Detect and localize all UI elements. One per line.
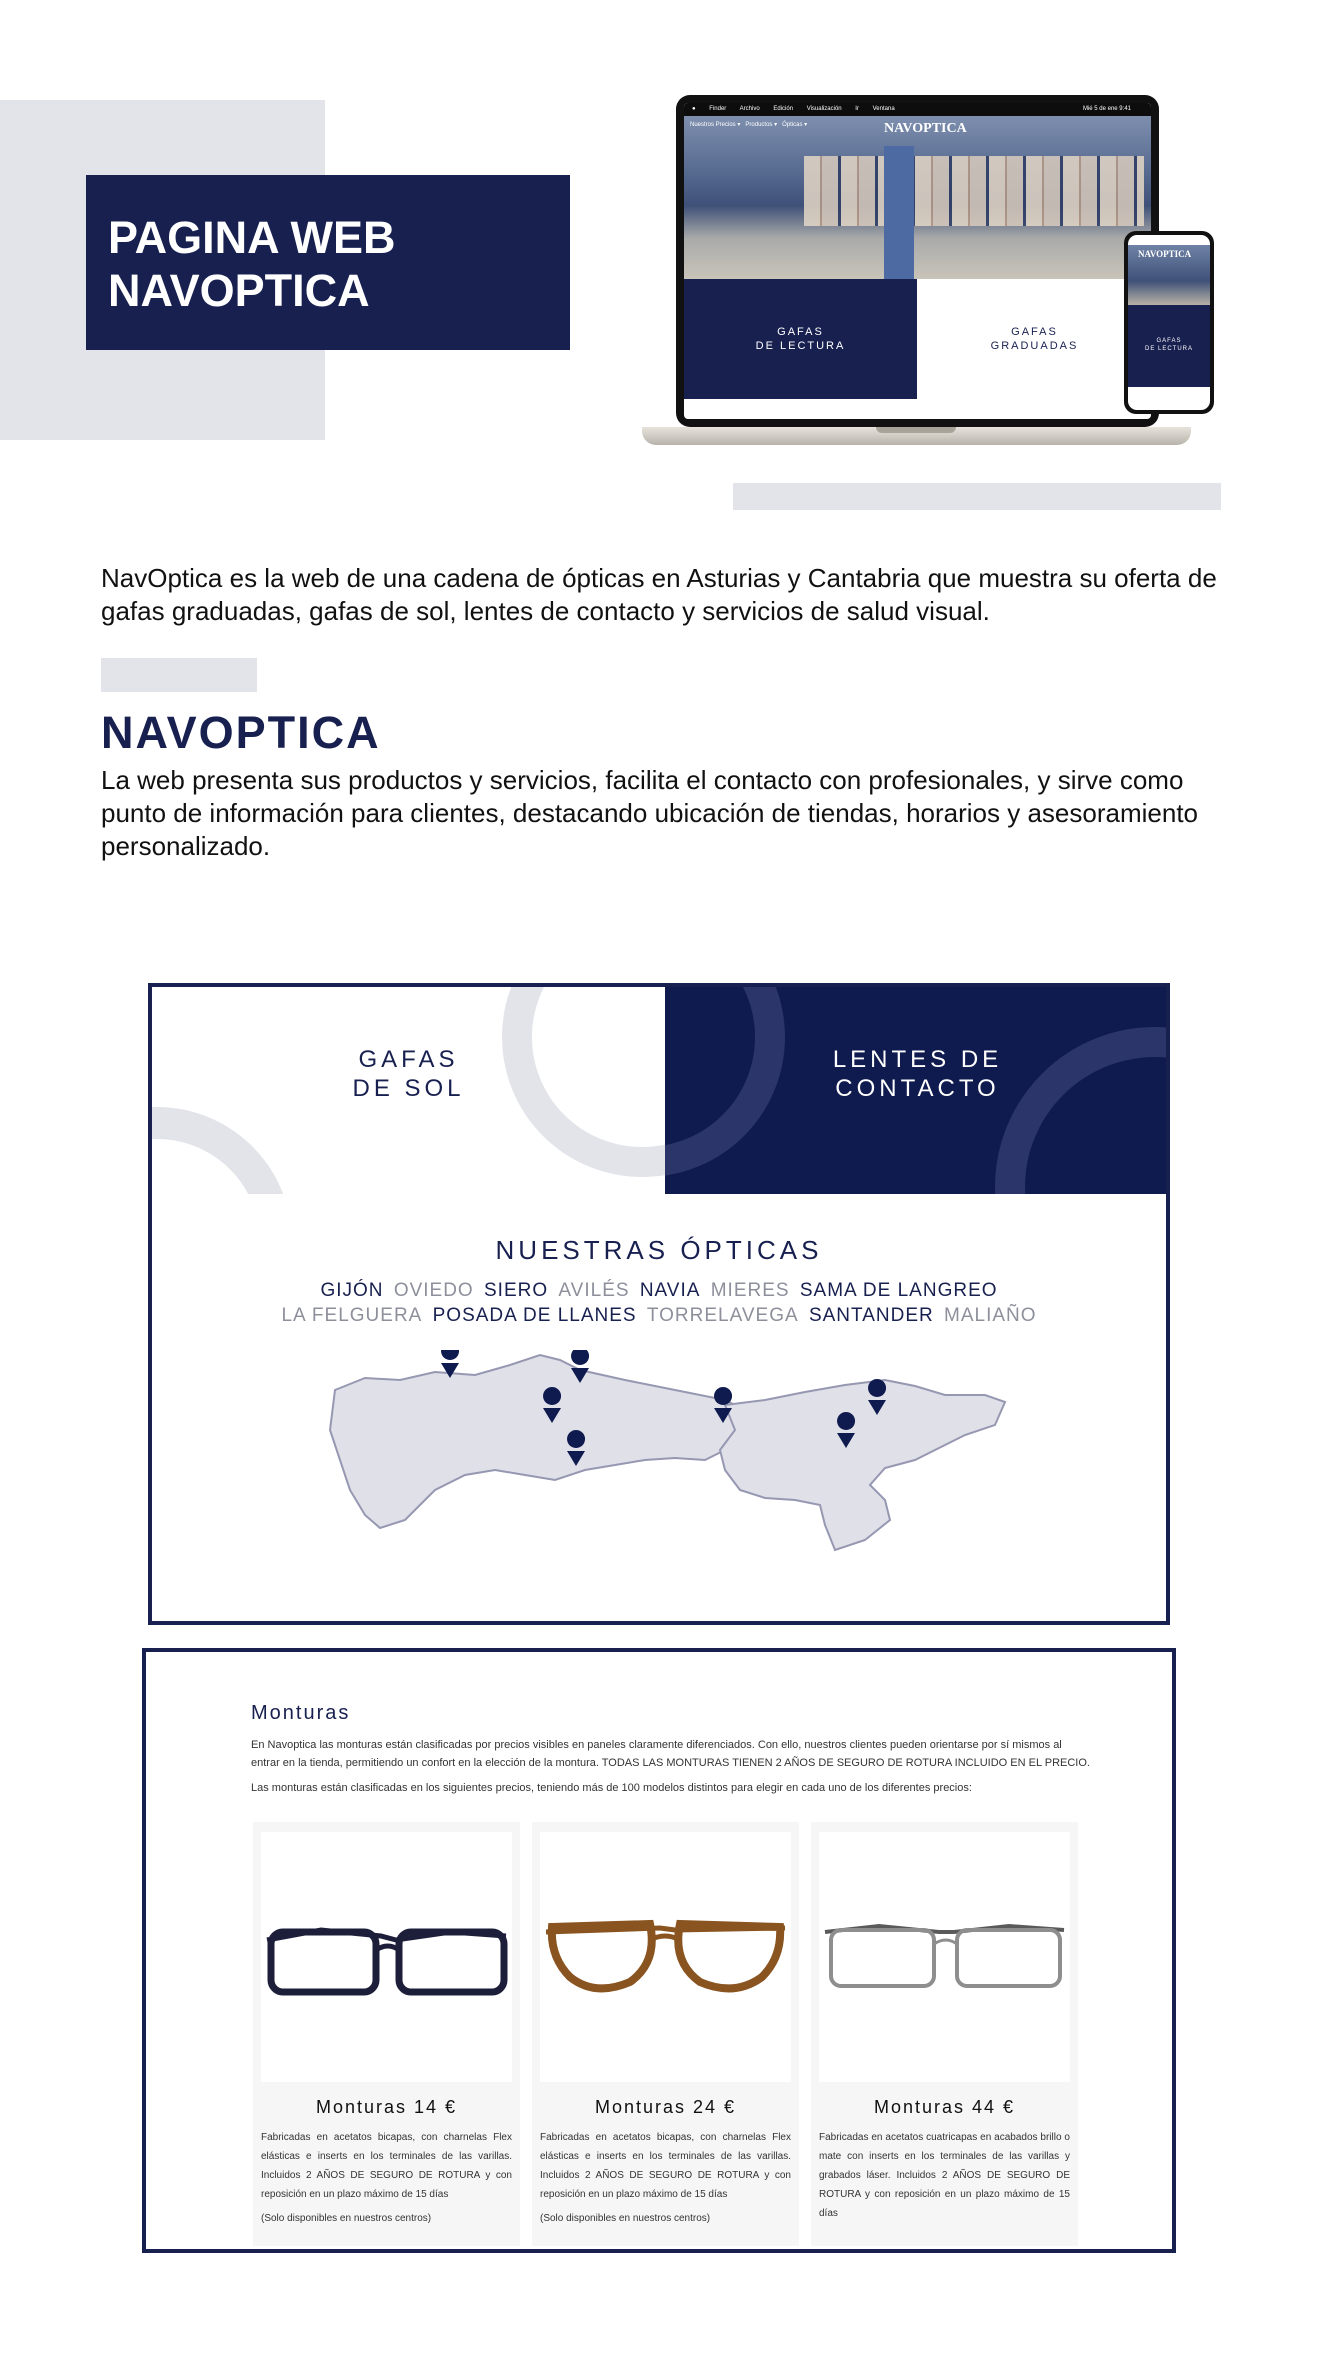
city-link[interactable]: LA FELGUERA [281, 1305, 423, 1326]
menubar-item: Edición [773, 106, 794, 112]
decorative-grey-bar [733, 483, 1221, 510]
glasses-icon [261, 1832, 512, 2082]
card-title: Monturas 44 € [873, 2097, 1016, 2117]
city-link[interactable]: SAMA DE LANGREO [799, 1280, 998, 1301]
asturias-region [330, 1355, 745, 1528]
description-paragraph: La web presenta sus productos y servicios, facilita el contacto con profesionales, y sirve como punto de información para clientes, destacando ubicación de tiendas, horarios y asesoramiento personalizado. [101, 765, 1199, 861]
menubar-item: Archivo [739, 106, 760, 112]
intro-paragraph: NavOptica es la web de una cadena de ópticas en Asturias y Cantabria que muestra su oferta de gafas graduadas, gafas de sol, lentes de contacto y servicios de salud visual. [101, 563, 1217, 626]
card-note: (Solo disponibles en nuestros centros) [261, 2213, 432, 2224]
screen-tile-graduadas [917, 279, 1151, 399]
city-link[interactable]: NAVIA [639, 1280, 701, 1301]
tile-line: DE SOL [352, 1075, 465, 1102]
menubar-item: Visualización [806, 106, 842, 112]
city-link[interactable]: OVIEDO [393, 1280, 474, 1301]
apple-icon: ● [692, 106, 696, 112]
nav-item: Nuestros Precios ▾ [690, 122, 741, 128]
monturas-prices-note: Las monturas están clasificadas en los siguientes precios, teniendo más de 100 modelos distintos para elegir en cada uno de los diferentes precios: [251, 1782, 972, 1794]
screen-tile-lectura [684, 279, 917, 399]
card-text: Fabricadas en acetatos cuatricapas en acabados brillo o mate con inserts en los terminales de las varillas y grabados láser. Incluidos 2 AÑOS DE SEGURO DE ROTURA y con reposición en un plazo máximo de 15 días [819, 2132, 1070, 2219]
card-text: Fabricadas en acetatos bicapas, con charnelas Flex elásticas e inserts en los terminales de las varillas. Incluidos 2 AÑOS DE SEGURO DE ROTURA y con reposición en un plazo máximo de 15 días [540, 2132, 791, 2200]
tile-lentes-de-contacto[interactable] [665, 987, 1170, 1194]
menubar-clock: Mié 5 de ene 9:41 [1082, 106, 1131, 112]
menubar-item: Ir [855, 106, 859, 112]
tile-line: GAFAS [777, 326, 824, 338]
cities-row [152, 1280, 1166, 1302]
showcase-monturas [142, 1648, 1176, 2253]
product-card[interactable] [811, 1822, 1078, 2246]
city-link[interactable]: AVILÉS [558, 1280, 630, 1301]
phone-tile [1128, 305, 1210, 387]
nav-item: Productos ▾ [745, 122, 778, 128]
product-image [540, 1832, 791, 2082]
mac-menubar [684, 103, 1151, 116]
tile-line: GAFAS [1011, 326, 1058, 338]
product-image [261, 1832, 512, 2082]
city-link[interactable]: TORRELAVEGA [646, 1305, 799, 1326]
monturas-title: Monturas [251, 1702, 351, 1724]
tile-line: DE LECTURA [755, 340, 846, 352]
glasses-icon [819, 1832, 1070, 2082]
product-card[interactable] [532, 1822, 799, 2246]
card-title: Monturas 24 € [594, 2097, 737, 2117]
cities-row [152, 1305, 1166, 1327]
product-image [819, 1832, 1070, 2082]
city-link[interactable]: SIERO [484, 1280, 549, 1301]
city-link[interactable]: POSADA DE LLANES [432, 1305, 637, 1326]
card-text: Fabricadas en acetatos bicapas, con charnelas Flex elásticas e inserts en los terminales de las varillas. Incluidos 2 AÑOS DE SEGURO DE ROTURA y con reposición en un plazo máximo de 15 días [261, 2132, 512, 2200]
hero-title-line2: NAVOPTICA [108, 265, 370, 316]
city-link[interactable]: MIERES [710, 1280, 790, 1301]
product-card[interactable] [253, 1822, 520, 2246]
cantabria-region [720, 1380, 1005, 1550]
monturas-intro: En Navoptica las monturas están clasificadas por precios visibles en paneles claramente diferenciados. Con ello, nuestros clientes pueden orientarse por sí mismos al entrar en la tienda, permitiendo un confort en la elección de la montura. TODAS LAS MONTURAS TIENEN 2 AÑOS DE SEGURO DE ROTURA INCLUIDO EN EL PRECIO. [251, 1739, 1090, 1769]
nav-item: Ópticas ▾ [782, 122, 808, 128]
laptop-notch [876, 427, 956, 433]
laptop-screen-content [684, 103, 1151, 419]
tile-line: LENTES DE [832, 1046, 1003, 1073]
asturias-cantabria-map [325, 1350, 1015, 1580]
card-note: (Solo disponibles en nuestros centros) [540, 2213, 711, 2224]
laptop-mockup [676, 95, 1159, 427]
phone-logo: NAVOPTICA [1138, 249, 1192, 259]
tile-line: GRADUADAS [990, 340, 1079, 352]
store-photo [684, 116, 1151, 279]
decorative-grey-bar [101, 658, 257, 692]
glasses-icon [540, 1832, 791, 2082]
phone-screen [1128, 235, 1210, 410]
decorative-ring [152, 1107, 292, 1194]
tile-lentes-label [665, 1045, 1170, 1103]
tile-line: DE LECTURA [1144, 346, 1193, 352]
menubar-item: Ventana [872, 106, 895, 112]
tile-line: CONTACTO [835, 1075, 1000, 1102]
hero-title-box [86, 175, 570, 350]
card-title: Monturas 14 € [315, 2097, 458, 2117]
tile-gafas-de-sol[interactable] [152, 987, 665, 1194]
opticas-title: NUESTRAS ÓPTICAS [495, 1235, 823, 1265]
site-logo: NAVOPTICA [884, 121, 967, 136]
menubar-item: Finder [709, 106, 727, 112]
brand-heading: NAVOPTICA [101, 707, 381, 758]
phone-mockup [1124, 231, 1214, 414]
city-link[interactable]: SANTANDER [808, 1305, 934, 1326]
tile-sol-label [152, 1045, 665, 1103]
store-shelves [804, 156, 1144, 226]
city-link[interactable]: GIJÓN [320, 1280, 384, 1301]
hero-title-line1: PAGINA WEB [108, 212, 396, 263]
tile-line: GAFAS [358, 1046, 459, 1073]
showcase-opticas [148, 983, 1170, 1625]
city-link[interactable]: MALIAÑO [944, 1305, 1037, 1326]
store-pillar [884, 146, 914, 292]
tile-line: GAFAS [1156, 338, 1182, 344]
